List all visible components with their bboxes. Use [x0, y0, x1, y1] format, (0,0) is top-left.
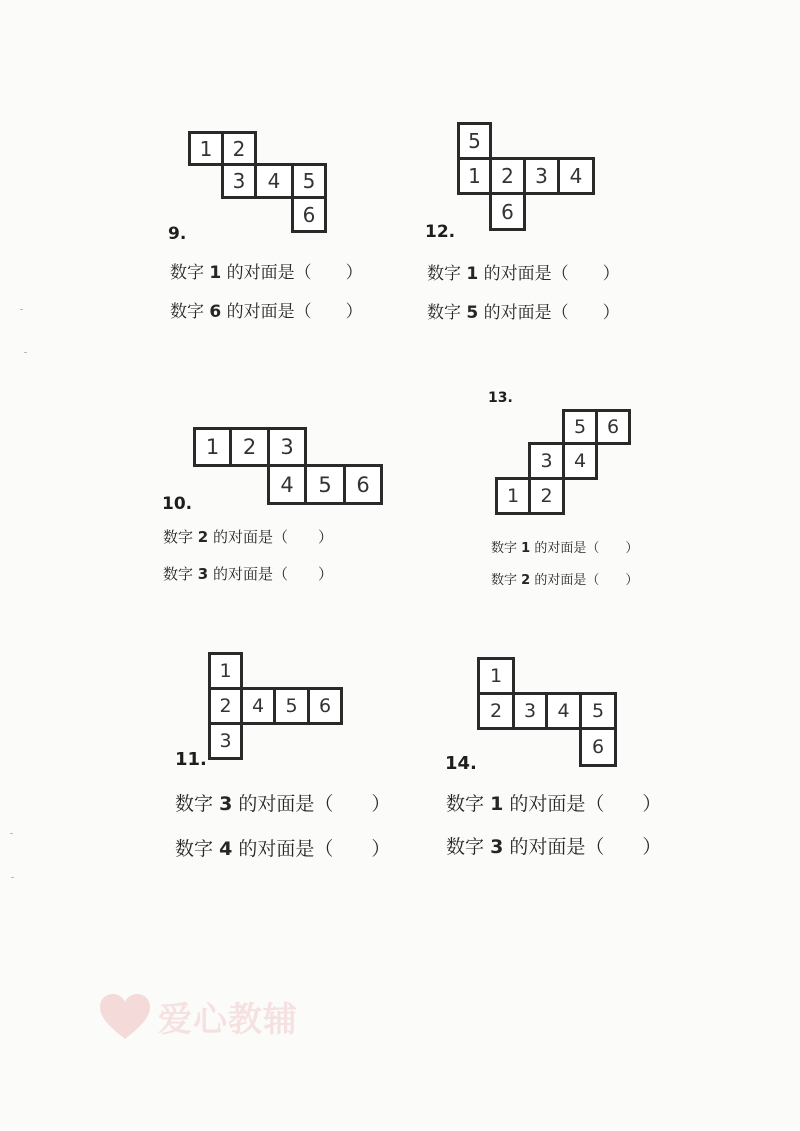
net-cell: 6 [489, 192, 526, 231]
net-cell: 1 [188, 131, 224, 166]
question-suffix: 的对面是（ ） [483, 303, 620, 323]
net-cell: 5 [273, 687, 310, 725]
question-line [491, 537, 638, 556]
question-line [175, 789, 390, 816]
question-line [491, 569, 638, 588]
net-cell: 4 [254, 163, 294, 199]
net-cell: 5 [457, 122, 492, 160]
problem-number: 13. [488, 390, 513, 406]
question-digit: 6 [209, 302, 222, 322]
net-cell: 4 [545, 692, 582, 730]
net-cell: 2 [208, 687, 243, 725]
question-line [170, 297, 363, 322]
question-prefix: 数字 [491, 573, 518, 588]
net-cell: 3 [208, 722, 243, 760]
net-cell: 1 [477, 657, 515, 695]
question-digit: 2 [197, 528, 209, 546]
net-cell: 4 [562, 442, 598, 480]
net-cell: 5 [579, 692, 617, 730]
scan-mark [10, 833, 13, 834]
question-line [163, 526, 333, 547]
question-suffix: 的对面是（ ） [534, 573, 639, 588]
net-cell: 2 [489, 157, 526, 195]
watermark [98, 992, 298, 1041]
net-cell: 1 [495, 477, 531, 515]
net-cell: 4 [267, 464, 307, 505]
question-suffix: 的对面是（ ） [226, 302, 363, 322]
scan-mark [11, 877, 14, 878]
net-cell: 1 [193, 427, 232, 467]
question-line [446, 789, 661, 816]
question-suffix: 的对面是（ ） [483, 264, 620, 284]
question-digit: 5 [466, 303, 479, 323]
question-digit: 3 [197, 565, 209, 583]
net-cell: 6 [595, 409, 631, 445]
question-line [427, 298, 620, 323]
question-prefix: 数字 [427, 303, 461, 323]
question-prefix: 数字 [427, 264, 461, 284]
watermark-text: 爱心教辅 [158, 1000, 298, 1040]
question-digit: 1 [521, 541, 531, 556]
net-cell: 6 [579, 727, 617, 767]
net-cell: 3 [523, 157, 560, 195]
net-cell: 5 [562, 409, 598, 445]
question-digit: 1 [490, 793, 504, 815]
question-digit: 3 [219, 793, 233, 815]
scan-mark [20, 309, 23, 310]
net-cell: 5 [291, 163, 327, 199]
question-line [170, 258, 363, 283]
net-cell: 4 [240, 687, 276, 725]
question-prefix: 数字 [175, 838, 214, 860]
question-prefix: 数字 [175, 793, 214, 815]
question-prefix: 数字 [170, 263, 204, 283]
question-suffix: 的对面是（ ） [534, 541, 639, 556]
net-cell: 3 [221, 163, 257, 199]
question-suffix: 的对面是（ ） [509, 793, 662, 815]
net-cell: 2 [229, 427, 270, 467]
question-prefix: 数字 [446, 793, 485, 815]
question-digit: 1 [466, 264, 479, 284]
problem-number: 9. [168, 224, 187, 244]
question-digit: 4 [219, 838, 233, 860]
question-suffix: 的对面是（ ） [226, 263, 363, 283]
question-prefix: 数字 [170, 302, 204, 322]
net-cell: 2 [528, 477, 565, 515]
net-cell: 5 [304, 464, 346, 505]
question-line [446, 832, 661, 859]
question-suffix: 的对面是（ ） [509, 836, 662, 858]
net-cell: 2 [221, 131, 257, 166]
scan-mark [24, 352, 27, 353]
net-cell: 3 [528, 442, 565, 480]
question-prefix: 数字 [446, 836, 485, 858]
question-line [163, 563, 333, 584]
net-cell: 3 [512, 692, 548, 730]
net-cell: 1 [208, 652, 243, 690]
net-cell: 6 [307, 687, 343, 725]
net-cell: 6 [291, 196, 327, 233]
question-line [427, 259, 620, 284]
question-suffix: 的对面是（ ） [238, 838, 391, 860]
question-prefix: 数字 [491, 541, 518, 556]
question-digit: 2 [521, 573, 531, 588]
net-cell: 3 [267, 427, 307, 467]
question-digit: 3 [490, 836, 504, 858]
problem-number: 11. [175, 749, 207, 770]
problem-number: 10. [162, 494, 193, 514]
question-prefix: 数字 [163, 565, 194, 583]
problem-number: 14. [445, 753, 477, 774]
net-cell: 2 [477, 692, 515, 730]
question-line [175, 834, 390, 861]
question-suffix: 的对面是（ ） [213, 528, 334, 546]
net-cell: 1 [457, 157, 492, 195]
net-cell: 6 [343, 464, 383, 505]
problem-number: 12. [425, 222, 456, 242]
net-cell: 4 [557, 157, 595, 195]
heart-icon [98, 993, 152, 1041]
question-prefix: 数字 [163, 528, 194, 546]
question-suffix: 的对面是（ ） [238, 793, 391, 815]
question-digit: 1 [209, 263, 222, 283]
question-suffix: 的对面是（ ） [213, 565, 334, 583]
